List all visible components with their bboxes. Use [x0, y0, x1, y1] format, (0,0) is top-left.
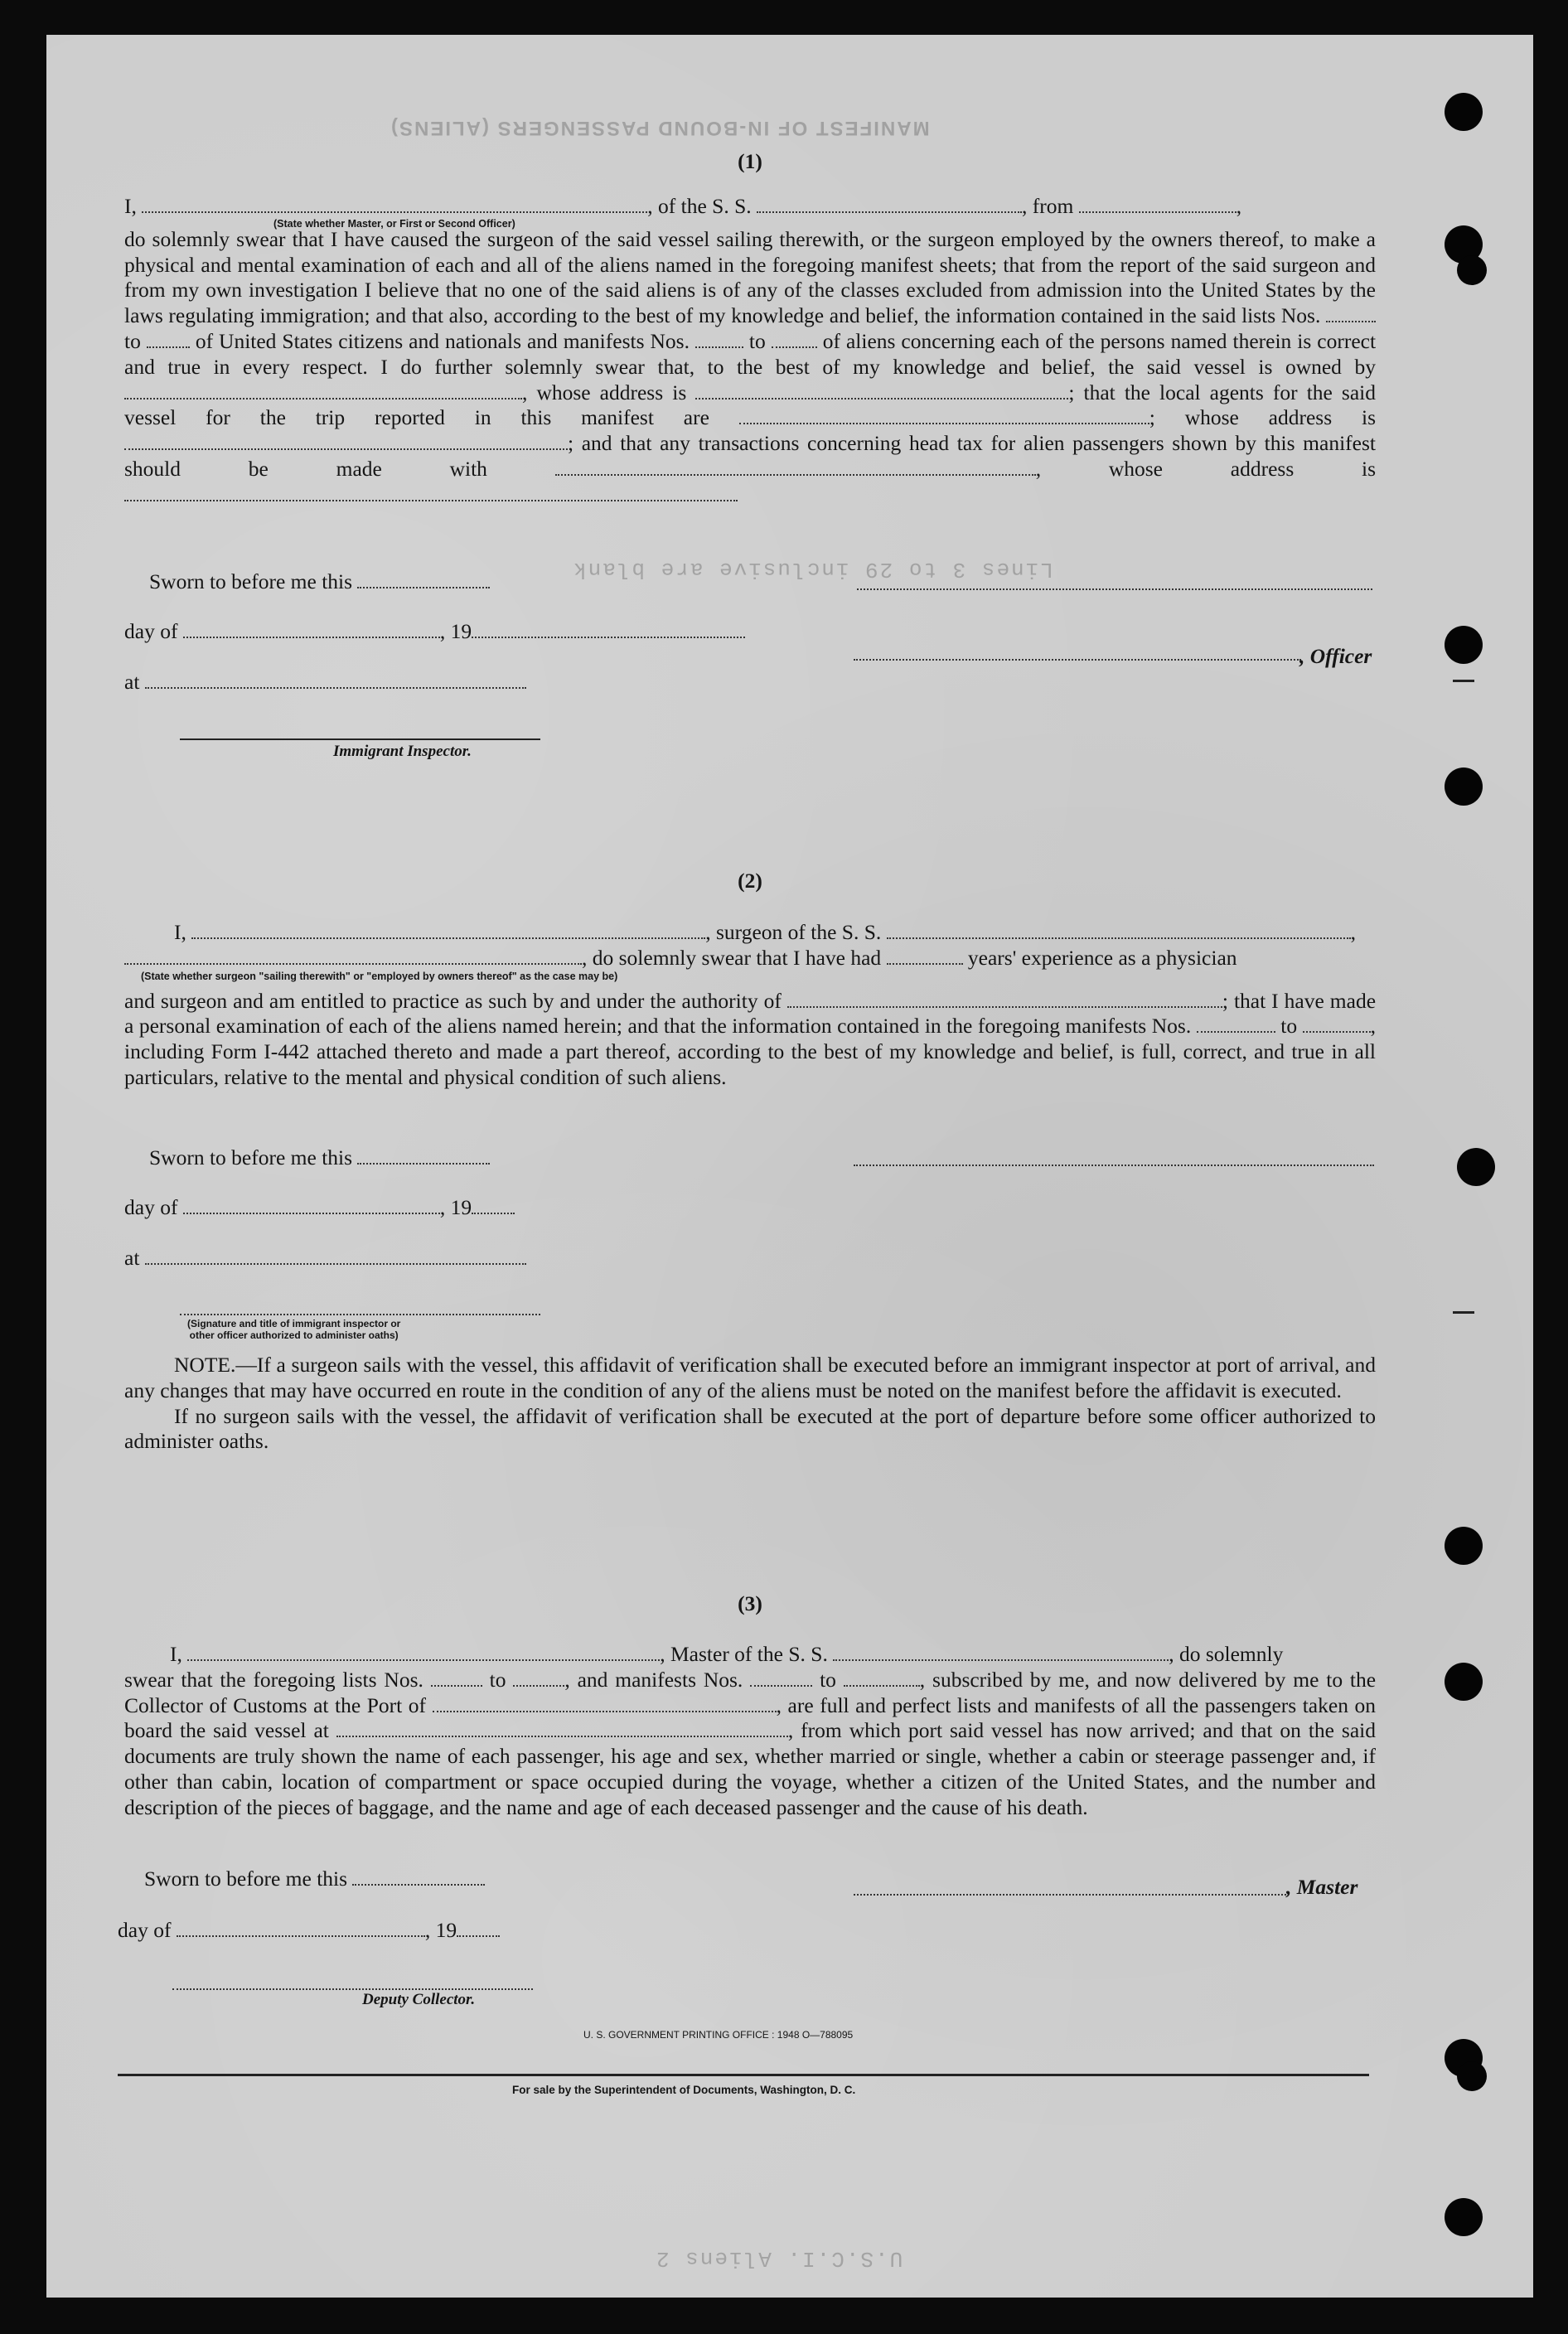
- officer-label: , Officer: [1299, 644, 1372, 668]
- section-1-signature-line[interactable]: [857, 587, 1372, 590]
- punch-hole: [1457, 1148, 1495, 1186]
- us-list-from-blank[interactable]: [1326, 303, 1376, 322]
- agents-address-blank[interactable]: [124, 431, 568, 450]
- section-2-note: NOTE.—If a surgeon sails with the vessel, this affidavit of verification shall be executed before an immigrant inspector at port of arrival, and any changes that may have occurred en route in the condition of any of the aliens must be noted on the manifest before the affidavit is executed. If no surgeon sails with the vessel, the affidavit of verification shall be executed at the port of departure before some officer authorized to administer oaths.: [124, 1353, 1376, 1454]
- master-name-blank[interactable]: [187, 1642, 660, 1661]
- margin-tick: [1453, 1311, 1474, 1314]
- authority-blank[interactable]: [787, 989, 1222, 1008]
- punch-hole: [1445, 1527, 1483, 1565]
- section-1-body: I, , of the S. S. , from , (State whether Master, or First or Second Officer) do solemnly swear that I have caused the surgeon of the said vessel sailing therewith, or the surgeon employed by the owners thereof, to make a physical and mental examination of each and all of the aliens named in the foregoing manifest sheets; that from the report of the said surgeon and from my own investigation I believe that no one of the said aliens is of any of the classes excluded from admission into the United States by the laws regulating immigration; and that also, according to the best of my knowledge and belief, the information contained in the said lists Nos. to of United States citizens and nationals and manifests Nos. to of aliens concerning each of the persons named therein is correct and true in every respect. I do further solemnly swear that, to the best of my knowledge and belief, the said vessel is owned by , whose address is ; that the local agents for the said vessel for the trip reported in this manifest are ; whose address is ; and that any transactions concerning head tax for alien passengers shown by this manifest should be made with , whose address is: [124, 194, 1376, 508]
- surgeon-signature-line[interactable]: [854, 1163, 1374, 1166]
- oath-officer-note: (Signature and title of immigrant inspector or other officer authorized to administer oaths): [187, 1318, 401, 1341]
- section-3-body: I, , Master of the S. S. , do solemnly swear that the foregoing lists Nos. to , and manifests Nos. to , subscribed by me, and now delivered by me to the Collector of Customs at the Port of , are full and perfect lists and manifests of all the passengers taken on board the said vessel at , from which port said vessel has now arrived; and that on the said documents are truly shown the name of each passenger, his age and sex, whether married or single, whether a cabin or steerage passenger and, if other than cabin, location of compartment or space occupied during the voyage, whether a citizen of the United States, and the number and description of the pieces of baggage, and the name and age of each deceased passenger and the cause of his death.: [124, 1642, 1377, 1819]
- surgeon-sworn-place-blank[interactable]: [145, 1246, 526, 1265]
- master-sworn-year-blank[interactable]: [457, 1918, 500, 1937]
- alien-list-to-blank[interactable]: [772, 329, 817, 348]
- master-signature-line[interactable]: [854, 1892, 1286, 1896]
- punch-hole: [1445, 768, 1483, 806]
- master-vessel-blank[interactable]: [833, 1642, 1169, 1661]
- punch-hole: [1457, 255, 1487, 285]
- section-3-number: (3): [738, 1591, 762, 1615]
- immigrant-inspector-label: Immigrant Inspector.: [333, 743, 472, 760]
- sworn-place-blank[interactable]: [145, 670, 526, 689]
- section-2-number: (2): [738, 869, 762, 893]
- years-experience-blank[interactable]: [887, 946, 963, 965]
- punch-hole: [1445, 2198, 1483, 2236]
- punch-hole: [1457, 2061, 1487, 2091]
- punch-hole: [1445, 93, 1483, 131]
- faint-manifest-header: MANIFEST OF IN-BOUND PASSENGERS (ALIENS): [390, 117, 930, 139]
- section-1-number: (1): [738, 149, 762, 173]
- master-sworn-day-blank[interactable]: [352, 1867, 485, 1886]
- master-sworn-month-blank[interactable]: [177, 1918, 425, 1937]
- sworn-year-blank[interactable]: [472, 619, 745, 638]
- collector-signature-line[interactable]: [172, 1987, 533, 1990]
- master-manifest-to-blank[interactable]: [844, 1668, 920, 1687]
- owner-blank[interactable]: [124, 380, 522, 399]
- master-manifest-from-blank[interactable]: [750, 1668, 812, 1687]
- surgeon-list-to-blank[interactable]: [1303, 1014, 1371, 1033]
- surgeon-vessel-blank[interactable]: [887, 920, 1351, 939]
- owner-address-blank[interactable]: [695, 380, 1068, 399]
- faint-lines-stamp: Lines 3 to 29 inclusive are blank: [572, 557, 1053, 582]
- gpo-imprint: U. S. GOVERNMENT PRINTING OFFICE : 1948 O—788095: [583, 2029, 854, 2041]
- sworn-day-blank[interactable]: [357, 569, 490, 588]
- surgeon-name-blank[interactable]: [191, 920, 705, 939]
- margin-tick: [1453, 680, 1474, 682]
- alien-list-from-blank[interactable]: [695, 329, 743, 348]
- section-2-dayof: day of , 19: [124, 1195, 515, 1220]
- officer-name-blank[interactable]: [142, 194, 647, 213]
- sworn-month-blank[interactable]: [183, 619, 440, 638]
- surgeon-list-from-blank[interactable]: [1197, 1014, 1275, 1033]
- inspector-signature-line[interactable]: [180, 738, 540, 740]
- oath-officer-signature-line[interactable]: [180, 1312, 540, 1315]
- surgeon-sworn-year-blank[interactable]: [472, 1195, 515, 1214]
- officer-signature-line[interactable]: [854, 657, 1301, 661]
- surgeon-status-blank[interactable]: [124, 946, 582, 965]
- section-1-sworn: Sworn to before me this: [149, 569, 490, 594]
- head-tax-blank[interactable]: [555, 457, 1036, 476]
- from-port-blank[interactable]: [1079, 194, 1236, 213]
- deputy-collector-label: Deputy Collector.: [362, 1991, 476, 2008]
- us-list-to-blank[interactable]: [147, 329, 190, 348]
- section-2-title-note: (State whether surgeon "sailing therewith" or "employed by owners thereof" as the case may be): [141, 970, 618, 982]
- faint-bottom-stamp: U.S.C.I. Aliens 2: [655, 2246, 903, 2271]
- master-list-to-blank[interactable]: [513, 1668, 564, 1687]
- section-3-sworn: Sworn to before me this: [144, 1867, 485, 1891]
- vessel-name-blank[interactable]: [757, 194, 1022, 213]
- master-list-from-blank[interactable]: [431, 1668, 482, 1687]
- departure-port-blank[interactable]: [336, 1718, 788, 1737]
- surgeon-sworn-day-blank[interactable]: [357, 1145, 490, 1165]
- section-1-dayof: day of , 19: [124, 619, 745, 644]
- punch-hole: [1445, 626, 1483, 664]
- section-2-sworn: Sworn to before me this: [149, 1145, 490, 1170]
- section-3-dayof: day of , 19: [118, 1918, 500, 1943]
- footer-rule: [118, 2074, 1369, 2076]
- punch-hole: [1445, 1663, 1483, 1701]
- section-1-at: at: [124, 670, 526, 695]
- sale-notice: For sale by the Superintendent of Documents, Washington, D. C.: [512, 2084, 856, 2096]
- head-tax-address-blank[interactable]: [124, 482, 738, 501]
- section-1-title-note: (State whether Master, or First or Second Officer): [273, 217, 515, 230]
- agents-blank[interactable]: [739, 405, 1149, 424]
- port-blank[interactable]: [433, 1693, 777, 1712]
- surgeon-sworn-month-blank[interactable]: [183, 1195, 440, 1214]
- section-2-at: at: [124, 1246, 526, 1271]
- section-2-body: I, , surgeon of the S. S. , , do solemnly swear that I have had years' experience as a physician (State whether surgeon "sailing therewith" or "employed by owners thereof" as the case may be) and surgeon and am entitled to practice as such by and under the authority of ; that I have made a personal examination of each of the aliens named herein; and that the information contained in the foregoing manifests Nos. to , including Form I-442 attached thereto and made a part thereof, according to the best of my knowledge and belief, is full, correct, and true in all particulars, relative to the mental and physical condition of such aliens.: [124, 920, 1377, 1089]
- master-label: , Master: [1286, 1875, 1358, 1899]
